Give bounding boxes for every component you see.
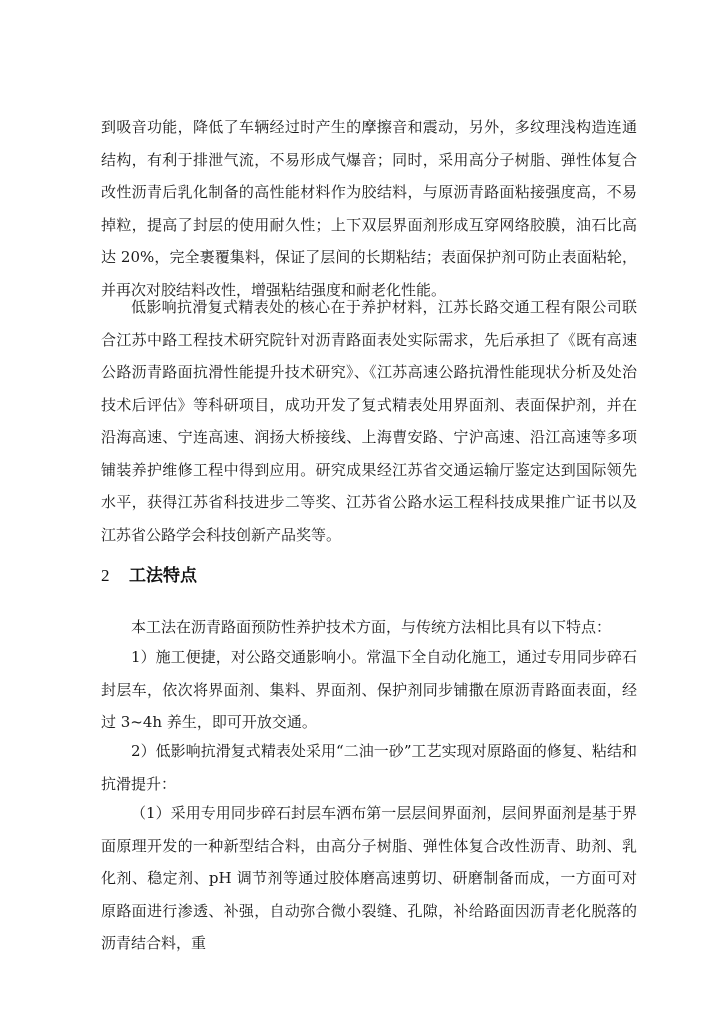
- paragraph-feature-2: [101, 735, 637, 800]
- paragraph-text: 2）低影响抗滑复式精表处采用“二油一砂”工艺实现对原路面的修复、粘结和抗滑提升：: [101, 742, 637, 793]
- section-title: [101, 562, 637, 590]
- paragraph-feature-2-item-1: [101, 797, 637, 960]
- paragraph-feature-1: [101, 641, 637, 739]
- paragraph-intro: [101, 611, 637, 644]
- paragraph-text: 1）施工便捷，对公路交通影响小。常温下全自动化施工，通过专用同步碎石封层车，依次将界面剂、集料、界面剂、保护剂同步铺撒在原沥青路面表面，经过 3~4h 养生，即可开放交通。: [101, 648, 637, 731]
- paragraph-text: （1）采用专用同步碎石封层车洒布第一层层间界面剂，层间界面剂是基于界面原理开发的一种新型结合料，由高分子树脂、弹性体复合改性沥青、助剂、乳化剂、稳定剂、pH 调节剂等通过胶体磨高速剪切、研磨制备而成，一方面可对原路面进行渗透、补强，自动弥合微小裂缝、孔隙，补给路面因沥青老化脱落的沥青结合料，重: [101, 804, 637, 952]
- paragraph-text: 本工法在沥青路面预防性养护技术方面，与传统方法相比具有以下特点：: [131, 618, 612, 636]
- section-number: 2: [101, 566, 110, 585]
- section-title-text: 工法特点: [129, 566, 197, 586]
- paragraph-research-background: [101, 291, 637, 551]
- paragraph-text: 到吸音功能，降低了车辆经过时产生的摩擦音和震动，另外，多纹理浅构造连通结构，有利于排泄气流，不易形成气爆音；同时，采用高分子树脂、弹性体复合改性沥青后乳化制备的高性能材料作为胶结料，与原沥青路面粘接强度高，不易掉粒，提高了封层的使用耐久性；上下双层界面剂形成互穿网络胶膜，油石比高达 20%，完全裹覆集料，保证了层间的长期粘结；表面保护剂可防止表面粘轮，并再次对胶结料改性，增强粘结强度和耐老化性能。: [101, 118, 637, 299]
- paragraph-text: 低影响抗滑复式精表处的核心在于养护材料，江苏长路交通工程有限公司联合江苏中路工程技术研究院针对沥青路面表处实际需求，先后承担了《既有高速公路沥青路面抗滑性能提升技术研究》、《江苏高速公路抗滑性能现状分析及处治技术后评估》等科研项目，成功开发了复式精表处用界面剂、表面保护剂，并在沿海高速、宁连高速、润扬大桥接线、上海曹安路、宁沪高速、沿江高速等多项铺装养护维修工程中得到应用。研究成果经江苏省交通运输厅鉴定达到国际领先水平，获得江苏省科技进步二等奖、江苏省公路水运工程科技成果推广证书以及江苏省公路学会科技创新产品奖等。: [101, 298, 637, 544]
- paragraph-continuation: [101, 111, 637, 306]
- section-heading: [101, 562, 637, 590]
